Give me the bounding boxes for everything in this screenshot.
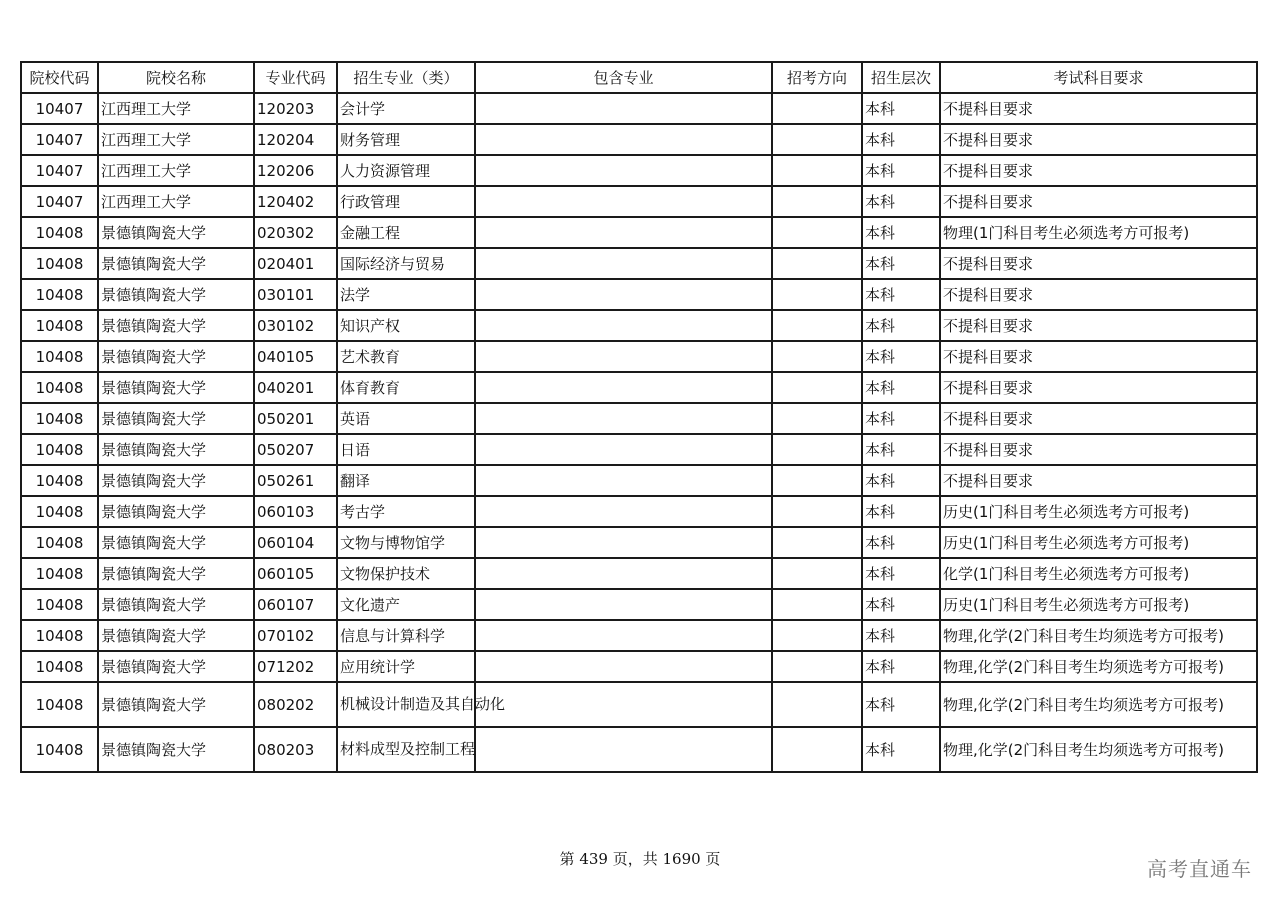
- cell-direction: [772, 372, 862, 403]
- cell-major-code: 060105: [254, 558, 337, 589]
- cell-level: 本科: [862, 651, 940, 682]
- cell-school-code: 10408: [21, 434, 98, 465]
- cell-major: 文化遗产: [337, 589, 475, 620]
- cell-subject-requirement: 不提科目要求: [940, 186, 1257, 217]
- cell-major-code: 070102: [254, 620, 337, 651]
- cell-major-code: 071202: [254, 651, 337, 682]
- watermark: 高考直通车: [1147, 857, 1252, 881]
- cell-school-code: 10408: [21, 217, 98, 248]
- cell-major-code: 120203: [254, 93, 337, 124]
- table-row: [21, 372, 1257, 403]
- cell-subject-requirement: 历史(1门科目考生必须选考方可报考): [940, 496, 1257, 527]
- cell-included-majors: [475, 372, 772, 403]
- cell-school-code: 10408: [21, 682, 98, 727]
- cell-school-name: 景德镇陶瓷大学: [98, 403, 254, 434]
- cell-level: 本科: [862, 496, 940, 527]
- header-major-code: 专业代码: [254, 62, 337, 93]
- cell-level: 本科: [862, 186, 940, 217]
- cell-included-majors: [475, 434, 772, 465]
- cell-school-code: 10408: [21, 496, 98, 527]
- cell-subject-requirement: 不提科目要求: [940, 310, 1257, 341]
- cell-included-majors: [475, 727, 772, 772]
- cell-school-name: 江西理工大学: [98, 186, 254, 217]
- header-school-name: 院校名称: [98, 62, 254, 93]
- cell-direction: [772, 93, 862, 124]
- cell-subject-requirement: 不提科目要求: [940, 279, 1257, 310]
- cell-included-majors: [475, 310, 772, 341]
- cell-school-name: 景德镇陶瓷大学: [98, 620, 254, 651]
- cell-level: 本科: [862, 620, 940, 651]
- cell-level: 本科: [862, 589, 940, 620]
- cell-school-code: 10408: [21, 372, 98, 403]
- table-header: [21, 62, 1257, 93]
- cell-included-majors: [475, 589, 772, 620]
- cell-major: 知识产权: [337, 310, 475, 341]
- cell-school-name: 江西理工大学: [98, 93, 254, 124]
- cell-school-name: 景德镇陶瓷大学: [98, 465, 254, 496]
- cell-subject-requirement: 物理,化学(2门科目考生均须选考方可报考): [940, 682, 1257, 727]
- table-row: [21, 124, 1257, 155]
- cell-included-majors: [475, 496, 772, 527]
- cell-subject-requirement: 历史(1门科目考生必须选考方可报考): [940, 527, 1257, 558]
- cell-included-majors: [475, 527, 772, 558]
- header-included-majors: 包含专业: [475, 62, 772, 93]
- cell-major: 日语: [337, 434, 475, 465]
- cell-school-code: 10408: [21, 527, 98, 558]
- cell-subject-requirement: 物理,化学(2门科目考生均须选考方可报考): [940, 727, 1257, 772]
- table-row: [21, 310, 1257, 341]
- table-row: [21, 186, 1257, 217]
- admissions-table: [20, 61, 1258, 773]
- table-row: [21, 727, 1257, 772]
- cell-school-name: 景德镇陶瓷大学: [98, 682, 254, 727]
- table-row: [21, 558, 1257, 589]
- cell-direction: [772, 527, 862, 558]
- cell-school-name: 景德镇陶瓷大学: [98, 496, 254, 527]
- cell-level: 本科: [862, 341, 940, 372]
- cell-major-code: 050261: [254, 465, 337, 496]
- cell-direction: [772, 465, 862, 496]
- cell-direction: [772, 496, 862, 527]
- cell-included-majors: [475, 93, 772, 124]
- table-row: [21, 93, 1257, 124]
- cell-direction: [772, 727, 862, 772]
- cell-school-name: 景德镇陶瓷大学: [98, 727, 254, 772]
- table-row: [21, 248, 1257, 279]
- header-direction: 招考方向: [772, 62, 862, 93]
- cell-major: 机械设计制造及其自动化: [337, 682, 475, 727]
- cell-major: 应用统计学: [337, 651, 475, 682]
- cell-included-majors: [475, 124, 772, 155]
- cell-major: 艺术教育: [337, 341, 475, 372]
- cell-subject-requirement: 不提科目要求: [940, 124, 1257, 155]
- cell-direction: [772, 558, 862, 589]
- cell-school-name: 景德镇陶瓷大学: [98, 558, 254, 589]
- cell-school-code: 10408: [21, 403, 98, 434]
- cell-major: 材料成型及控制工程: [337, 727, 475, 772]
- cell-level: 本科: [862, 310, 940, 341]
- cell-level: 本科: [862, 372, 940, 403]
- cell-major: 信息与计算科学: [337, 620, 475, 651]
- cell-school-name: 景德镇陶瓷大学: [98, 372, 254, 403]
- cell-major: 财务管理: [337, 124, 475, 155]
- cell-direction: [772, 403, 862, 434]
- cell-subject-requirement: 不提科目要求: [940, 465, 1257, 496]
- cell-school-code: 10407: [21, 93, 98, 124]
- cell-direction: [772, 248, 862, 279]
- table-row: [21, 589, 1257, 620]
- cell-school-code: 10408: [21, 589, 98, 620]
- cell-subject-requirement: 不提科目要求: [940, 372, 1257, 403]
- cell-direction: [772, 620, 862, 651]
- cell-major-code: 020401: [254, 248, 337, 279]
- cell-major-code: 020302: [254, 217, 337, 248]
- cell-level: 本科: [862, 434, 940, 465]
- cell-major: 行政管理: [337, 186, 475, 217]
- header-subject-requirement: 考试科目要求: [940, 62, 1257, 93]
- cell-subject-requirement: 不提科目要求: [940, 248, 1257, 279]
- header-level: 招生层次: [862, 62, 940, 93]
- cell-major-code: 040105: [254, 341, 337, 372]
- header-row: [21, 62, 1257, 93]
- cell-direction: [772, 589, 862, 620]
- header-school-code: 院校代码: [21, 62, 98, 93]
- cell-subject-requirement: 化学(1门科目考生必须选考方可报考): [940, 558, 1257, 589]
- cell-school-code: 10408: [21, 310, 98, 341]
- cell-level: 本科: [862, 93, 940, 124]
- table-row: [21, 496, 1257, 527]
- cell-included-majors: [475, 186, 772, 217]
- cell-school-name: 景德镇陶瓷大学: [98, 651, 254, 682]
- cell-direction: [772, 279, 862, 310]
- table-row: [21, 403, 1257, 434]
- cell-level: 本科: [862, 558, 940, 589]
- cell-major-code: 120204: [254, 124, 337, 155]
- table-row: [21, 651, 1257, 682]
- table-row: [21, 217, 1257, 248]
- cell-subject-requirement: 不提科目要求: [940, 93, 1257, 124]
- table-row: [21, 279, 1257, 310]
- cell-included-majors: [475, 279, 772, 310]
- table-row: [21, 465, 1257, 496]
- cell-direction: [772, 682, 862, 727]
- cell-school-name: 江西理工大学: [98, 155, 254, 186]
- table-row: [21, 155, 1257, 186]
- cell-direction: [772, 434, 862, 465]
- cell-major-code: 060107: [254, 589, 337, 620]
- cell-major-code: 030102: [254, 310, 337, 341]
- cell-subject-requirement: 不提科目要求: [940, 155, 1257, 186]
- cell-level: 本科: [862, 682, 940, 727]
- cell-subject-requirement: 不提科目要求: [940, 341, 1257, 372]
- cell-included-majors: [475, 682, 772, 727]
- cell-subject-requirement: 物理,化学(2门科目考生均须选考方可报考): [940, 651, 1257, 682]
- cell-included-majors: [475, 651, 772, 682]
- cell-school-name: 景德镇陶瓷大学: [98, 434, 254, 465]
- cell-level: 本科: [862, 217, 940, 248]
- cell-major: 英语: [337, 403, 475, 434]
- cell-major: 法学: [337, 279, 475, 310]
- cell-included-majors: [475, 217, 772, 248]
- cell-school-name: 景德镇陶瓷大学: [98, 279, 254, 310]
- cell-major: 文物与博物馆学: [337, 527, 475, 558]
- table-row: [21, 620, 1257, 651]
- table-row: [21, 682, 1257, 727]
- cell-school-code: 10407: [21, 186, 98, 217]
- table-row: [21, 434, 1257, 465]
- cell-school-code: 10407: [21, 124, 98, 155]
- cell-level: 本科: [862, 527, 940, 558]
- cell-direction: [772, 155, 862, 186]
- cell-school-code: 10408: [21, 341, 98, 372]
- cell-level: 本科: [862, 155, 940, 186]
- page-footer: [0, 848, 1280, 869]
- cell-school-name: 景德镇陶瓷大学: [98, 217, 254, 248]
- cell-major-code: 050201: [254, 403, 337, 434]
- cell-included-majors: [475, 558, 772, 589]
- page-number-text: 第 439 页，共 1690 页: [559, 850, 721, 868]
- cell-major: 翻译: [337, 465, 475, 496]
- cell-major: 体育教育: [337, 372, 475, 403]
- cell-major: 金融工程: [337, 217, 475, 248]
- cell-school-name: 景德镇陶瓷大学: [98, 589, 254, 620]
- cell-major-code: 040201: [254, 372, 337, 403]
- cell-level: 本科: [862, 279, 940, 310]
- cell-major: 人力资源管理: [337, 155, 475, 186]
- cell-school-code: 10408: [21, 558, 98, 589]
- cell-subject-requirement: 物理(1门科目考生必须选考方可报考): [940, 217, 1257, 248]
- cell-included-majors: [475, 403, 772, 434]
- cell-direction: [772, 310, 862, 341]
- cell-subject-requirement: 不提科目要求: [940, 434, 1257, 465]
- cell-level: 本科: [862, 727, 940, 772]
- cell-level: 本科: [862, 124, 940, 155]
- cell-major-code: 120402: [254, 186, 337, 217]
- cell-school-name: 景德镇陶瓷大学: [98, 248, 254, 279]
- cell-school-code: 10408: [21, 279, 98, 310]
- cell-school-code: 10407: [21, 155, 98, 186]
- cell-school-code: 10408: [21, 651, 98, 682]
- cell-school-code: 10408: [21, 727, 98, 772]
- cell-major-code: 060103: [254, 496, 337, 527]
- cell-direction: [772, 186, 862, 217]
- cell-level: 本科: [862, 465, 940, 496]
- cell-school-code: 10408: [21, 465, 98, 496]
- cell-school-name: 景德镇陶瓷大学: [98, 527, 254, 558]
- cell-major: 国际经济与贸易: [337, 248, 475, 279]
- cell-major-code: 060104: [254, 527, 337, 558]
- cell-subject-requirement: 物理,化学(2门科目考生均须选考方可报考): [940, 620, 1257, 651]
- cell-school-name: 江西理工大学: [98, 124, 254, 155]
- cell-subject-requirement: 历史(1门科目考生必须选考方可报考): [940, 589, 1257, 620]
- cell-school-name: 景德镇陶瓷大学: [98, 310, 254, 341]
- cell-level: 本科: [862, 248, 940, 279]
- cell-included-majors: [475, 465, 772, 496]
- cell-major-code: 080202: [254, 682, 337, 727]
- cell-major-code: 080203: [254, 727, 337, 772]
- cell-level: 本科: [862, 403, 940, 434]
- cell-major: 考古学: [337, 496, 475, 527]
- cell-included-majors: [475, 341, 772, 372]
- cell-included-majors: [475, 620, 772, 651]
- cell-direction: [772, 651, 862, 682]
- cell-school-code: 10408: [21, 620, 98, 651]
- cell-major: 会计学: [337, 93, 475, 124]
- cell-major-code: 120206: [254, 155, 337, 186]
- cell-included-majors: [475, 155, 772, 186]
- cell-school-code: 10408: [21, 248, 98, 279]
- cell-major-code: 030101: [254, 279, 337, 310]
- table-row: [21, 341, 1257, 372]
- cell-subject-requirement: 不提科目要求: [940, 403, 1257, 434]
- cell-direction: [772, 341, 862, 372]
- cell-direction: [772, 124, 862, 155]
- cell-school-name: 景德镇陶瓷大学: [98, 341, 254, 372]
- cell-direction: [772, 217, 862, 248]
- table-body: [21, 93, 1257, 772]
- header-major: 招生专业（类）: [337, 62, 475, 93]
- cell-major: 文物保护技术: [337, 558, 475, 589]
- table-row: [21, 527, 1257, 558]
- cell-included-majors: [475, 248, 772, 279]
- cell-major-code: 050207: [254, 434, 337, 465]
